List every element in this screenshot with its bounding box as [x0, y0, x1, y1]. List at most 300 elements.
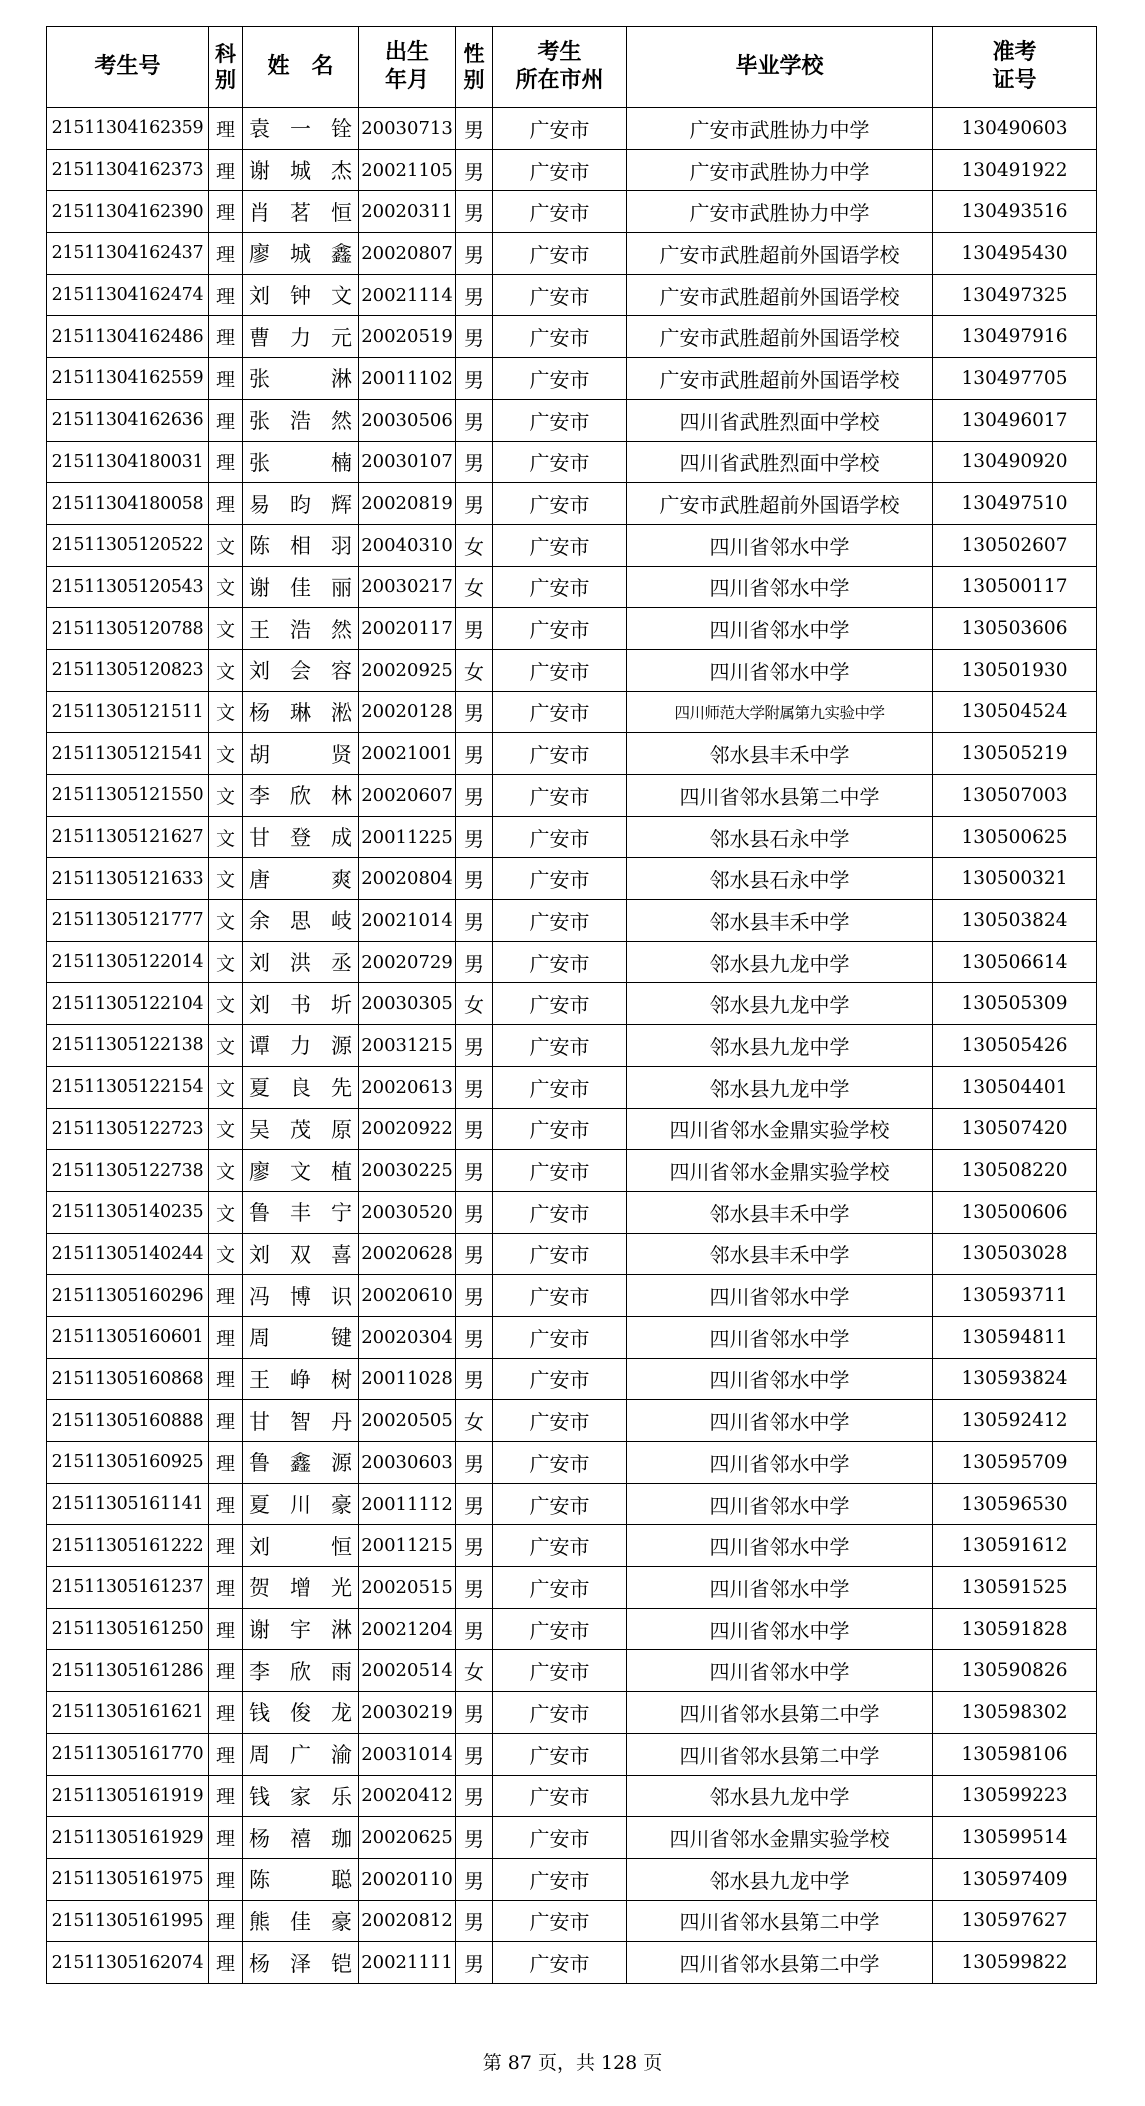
subject-cell: 文 [209, 524, 243, 566]
birth-cell: 20021111 [359, 1942, 456, 1984]
name-cell: 余思岐 [243, 900, 359, 942]
school-cell: 四川省邻水县第二中学 [627, 1733, 933, 1775]
exam-number-cell: 130599223 [933, 1775, 1097, 1817]
sex-cell: 男 [456, 1733, 493, 1775]
city-cell: 广安市 [493, 441, 627, 483]
table-row [47, 233, 1097, 275]
table-row [47, 1858, 1097, 1900]
subject-cell: 理 [209, 191, 243, 233]
exam-id-cell: 21511305140235 [47, 1191, 209, 1233]
table-row [47, 483, 1097, 525]
sex-cell: 男 [456, 483, 493, 525]
exam-id-cell: 21511305161222 [47, 1525, 209, 1567]
exam-id-cell: 21511305161141 [47, 1483, 209, 1525]
subject-cell: 文 [209, 608, 243, 650]
table-row [47, 1442, 1097, 1484]
exam-id-cell: 21511305120788 [47, 608, 209, 650]
school-cell: 四川省邻水中学 [627, 1608, 933, 1650]
exam-id-cell: 21511305120543 [47, 566, 209, 608]
birth-cell: 20020515 [359, 1567, 456, 1609]
exam-id-cell: 21511304162559 [47, 358, 209, 400]
birth-cell: 20030603 [359, 1442, 456, 1484]
city-cell: 广安市 [493, 1483, 627, 1525]
subject-cell: 文 [209, 566, 243, 608]
name-cell: 鲁鑫源 [243, 1442, 359, 1484]
table-row [47, 608, 1097, 650]
city-cell: 广安市 [493, 1233, 627, 1275]
exam-number-cell: 130593711 [933, 1275, 1097, 1317]
table-row [47, 1608, 1097, 1650]
sex-cell: 男 [456, 1108, 493, 1150]
birth-cell: 20030107 [359, 441, 456, 483]
subject-cell: 理 [209, 1275, 243, 1317]
exam-number-cell: 130497325 [933, 274, 1097, 316]
birth-cell: 20020625 [359, 1817, 456, 1859]
exam-number-cell: 130503028 [933, 1233, 1097, 1275]
exam-number-cell: 130505426 [933, 1025, 1097, 1067]
school-cell: 邻水县九龙中学 [627, 941, 933, 983]
school-cell: 邻水县丰禾中学 [627, 1233, 933, 1275]
name-cell: 刘恒 [243, 1525, 359, 1567]
name-cell: 王峥树 [243, 1358, 359, 1400]
school-cell: 四川省邻水中学 [627, 1650, 933, 1692]
name-cell: 刘钟文 [243, 274, 359, 316]
name-cell: 吴茂原 [243, 1108, 359, 1150]
subject-cell: 文 [209, 858, 243, 900]
page-footer: 第 87 页，共 128 页 [482, 2052, 663, 2074]
name-cell: 张浩然 [243, 399, 359, 441]
exam-id-cell: 21511304162437 [47, 233, 209, 275]
city-cell: 广安市 [493, 816, 627, 858]
sex-cell: 男 [456, 1608, 493, 1650]
name-cell: 甘智丹 [243, 1400, 359, 1442]
table-row [47, 858, 1097, 900]
subject-cell: 文 [209, 775, 243, 817]
exam-number-cell: 130497705 [933, 358, 1097, 400]
header-birth: 出生 年月 [359, 27, 456, 108]
city-cell: 广安市 [493, 691, 627, 733]
name-cell: 易昀辉 [243, 483, 359, 525]
sex-cell: 男 [456, 1525, 493, 1567]
city-cell: 广安市 [493, 358, 627, 400]
table-row [47, 1942, 1097, 1984]
subject-cell: 理 [209, 1442, 243, 1484]
city-cell: 广安市 [493, 191, 627, 233]
sex-cell: 男 [456, 900, 493, 942]
exam-number-cell: 130500321 [933, 858, 1097, 900]
exam-id-cell: 21511305160888 [47, 1400, 209, 1442]
school-cell: 广安市武胜协力中学 [627, 149, 933, 191]
subject-cell: 理 [209, 1858, 243, 1900]
birth-cell: 20030217 [359, 566, 456, 608]
city-cell: 广安市 [493, 1858, 627, 1900]
exam-id-cell: 21511305122138 [47, 1025, 209, 1067]
header-name: 姓 名 [243, 27, 359, 108]
city-cell: 广安市 [493, 608, 627, 650]
subject-cell: 理 [209, 1817, 243, 1859]
school-cell: 四川省邻水中学 [627, 649, 933, 691]
sex-cell: 男 [456, 608, 493, 650]
exam-id-cell: 21511305161929 [47, 1817, 209, 1859]
birth-cell: 20020311 [359, 191, 456, 233]
exam-id-cell: 21511305161250 [47, 1608, 209, 1650]
school-cell: 邻水县丰禾中学 [627, 733, 933, 775]
city-cell: 广安市 [493, 1608, 627, 1650]
birth-cell: 20020819 [359, 483, 456, 525]
birth-cell: 20021001 [359, 733, 456, 775]
table-row [47, 1733, 1097, 1775]
table-row [47, 1692, 1097, 1734]
name-cell: 廖城鑫 [243, 233, 359, 275]
birth-cell: 20011102 [359, 358, 456, 400]
exam-id-cell: 21511305122738 [47, 1150, 209, 1192]
subject-cell: 理 [209, 316, 243, 358]
exam-number-cell: 130593824 [933, 1358, 1097, 1400]
exam-number-cell: 130503824 [933, 900, 1097, 942]
exam-id-cell: 21511305161975 [47, 1858, 209, 1900]
name-cell: 钱俊龙 [243, 1692, 359, 1734]
sex-cell: 男 [456, 816, 493, 858]
exam-id-cell: 21511305140244 [47, 1233, 209, 1275]
sex-cell: 男 [456, 1275, 493, 1317]
sex-cell: 男 [456, 1775, 493, 1817]
school-cell: 四川省邻水金鼎实验学校 [627, 1108, 933, 1150]
table-row [47, 1066, 1097, 1108]
exam-number-cell: 130501930 [933, 649, 1097, 691]
table-row [47, 1275, 1097, 1317]
table-row [47, 1483, 1097, 1525]
sex-cell: 女 [456, 566, 493, 608]
city-cell: 广安市 [493, 1775, 627, 1817]
school-cell: 邻水县石永中学 [627, 858, 933, 900]
exam-number-cell: 130598106 [933, 1733, 1097, 1775]
school-cell: 四川省邻水中学 [627, 524, 933, 566]
sex-cell: 男 [456, 149, 493, 191]
subject-cell: 理 [209, 358, 243, 400]
table-row [47, 149, 1097, 191]
sex-cell: 男 [456, 1817, 493, 1859]
birth-cell: 20020922 [359, 1108, 456, 1150]
exam-number-cell: 130497510 [933, 483, 1097, 525]
subject-cell: 文 [209, 1233, 243, 1275]
sex-cell: 男 [456, 274, 493, 316]
table-row [47, 108, 1097, 150]
birth-cell: 20040310 [359, 524, 456, 566]
sex-cell: 男 [456, 191, 493, 233]
sex-cell: 男 [456, 1442, 493, 1484]
subject-cell: 文 [209, 649, 243, 691]
sex-cell: 男 [456, 1900, 493, 1942]
city-cell: 广安市 [493, 1525, 627, 1567]
name-cell: 杨琳淞 [243, 691, 359, 733]
subject-cell: 理 [209, 441, 243, 483]
header-school: 毕业学校 [627, 27, 933, 108]
table-row [47, 1650, 1097, 1692]
city-cell: 广安市 [493, 1400, 627, 1442]
header-subject: 科 别 [209, 27, 243, 108]
city-cell: 广安市 [493, 649, 627, 691]
city-cell: 广安市 [493, 1692, 627, 1734]
exam-number-cell: 130599822 [933, 1942, 1097, 1984]
school-cell: 四川省邻水县第二中学 [627, 1942, 933, 1984]
exam-id-cell: 21511305121511 [47, 691, 209, 733]
school-cell: 邻水县九龙中学 [627, 983, 933, 1025]
subject-cell: 文 [209, 900, 243, 942]
school-cell: 邻水县九龙中学 [627, 1775, 933, 1817]
city-cell: 广安市 [493, 1942, 627, 1984]
header-city: 考生 所在市州 [493, 27, 627, 108]
exam-number-cell: 130500625 [933, 816, 1097, 858]
school-cell: 四川省邻水中学 [627, 566, 933, 608]
school-cell: 四川省邻水中学 [627, 608, 933, 650]
city-cell: 广安市 [493, 566, 627, 608]
exam-number-cell: 130598302 [933, 1692, 1097, 1734]
sex-cell: 女 [456, 1650, 493, 1692]
exam-id-cell: 21511305120522 [47, 524, 209, 566]
subject-cell: 理 [209, 1400, 243, 1442]
table-body [47, 108, 1097, 1984]
city-cell: 广安市 [493, 399, 627, 441]
sex-cell: 男 [456, 1692, 493, 1734]
school-cell: 四川省邻水金鼎实验学校 [627, 1150, 933, 1192]
exam-id-cell: 21511304180058 [47, 483, 209, 525]
birth-cell: 20011215 [359, 1525, 456, 1567]
city-cell: 广安市 [493, 775, 627, 817]
sex-cell: 男 [456, 858, 493, 900]
exam-number-cell: 130507420 [933, 1108, 1097, 1150]
school-cell: 广安市武胜超前外国语学校 [627, 483, 933, 525]
birth-cell: 20020607 [359, 775, 456, 817]
sex-cell: 男 [456, 1191, 493, 1233]
exam-number-cell: 130597409 [933, 1858, 1097, 1900]
name-cell: 钱家乐 [243, 1775, 359, 1817]
table-row [47, 1191, 1097, 1233]
school-cell: 邻水县九龙中学 [627, 1858, 933, 1900]
sex-cell: 男 [456, 1483, 493, 1525]
subject-cell: 文 [209, 1191, 243, 1233]
sex-cell: 男 [456, 1316, 493, 1358]
school-cell: 四川省邻水金鼎实验学校 [627, 1817, 933, 1859]
exam-id-cell: 21511304180031 [47, 441, 209, 483]
school-cell: 广安市武胜超前外国语学校 [627, 358, 933, 400]
name-cell: 李欣林 [243, 775, 359, 817]
name-cell: 杨禧珈 [243, 1817, 359, 1859]
exam-number-cell: 130500606 [933, 1191, 1097, 1233]
city-cell: 广安市 [493, 941, 627, 983]
birth-cell: 20020304 [359, 1316, 456, 1358]
birth-cell: 20020628 [359, 1233, 456, 1275]
table-row [47, 816, 1097, 858]
school-cell: 四川省武胜烈面中学校 [627, 441, 933, 483]
table-row [47, 1150, 1097, 1192]
table-row [47, 1817, 1097, 1859]
city-cell: 广安市 [493, 983, 627, 1025]
exam-number-cell: 130591828 [933, 1608, 1097, 1650]
subject-cell: 理 [209, 1358, 243, 1400]
subject-cell: 理 [209, 1733, 243, 1775]
subject-cell: 文 [209, 1150, 243, 1192]
exam-id-cell: 21511305122014 [47, 941, 209, 983]
exam-id-cell: 21511305160868 [47, 1358, 209, 1400]
table-row [47, 775, 1097, 817]
exam-id-cell: 21511305121627 [47, 816, 209, 858]
subject-cell: 理 [209, 399, 243, 441]
school-cell: 邻水县石永中学 [627, 816, 933, 858]
city-cell: 广安市 [493, 524, 627, 566]
school-cell: 邻水县丰禾中学 [627, 900, 933, 942]
birth-cell: 20030305 [359, 983, 456, 1025]
birth-cell: 20020729 [359, 941, 456, 983]
exam-number-cell: 130594811 [933, 1316, 1097, 1358]
name-cell: 夏川豪 [243, 1483, 359, 1525]
exam-id-cell: 21511305161919 [47, 1775, 209, 1817]
sex-cell: 男 [456, 399, 493, 441]
exam-id-cell: 21511305121541 [47, 733, 209, 775]
exam-number-cell: 130595709 [933, 1442, 1097, 1484]
birth-cell: 20021114 [359, 274, 456, 316]
exam-number-cell: 130490920 [933, 441, 1097, 483]
header-sex: 性 别 [456, 27, 493, 108]
table-row [47, 1108, 1097, 1150]
subject-cell: 理 [209, 149, 243, 191]
subject-cell: 文 [209, 691, 243, 733]
birth-cell: 20030713 [359, 108, 456, 150]
table-row [47, 441, 1097, 483]
city-cell: 广安市 [493, 1108, 627, 1150]
exam-id-cell: 21511305121550 [47, 775, 209, 817]
exam-id-cell: 21511305161770 [47, 1733, 209, 1775]
school-cell: 广安市武胜协力中学 [627, 108, 933, 150]
birth-cell: 20020110 [359, 1858, 456, 1900]
birth-cell: 20020514 [359, 1650, 456, 1692]
sex-cell: 女 [456, 649, 493, 691]
exam-id-cell: 21511305160296 [47, 1275, 209, 1317]
sex-cell: 男 [456, 441, 493, 483]
name-cell: 刘洪丞 [243, 941, 359, 983]
table-row [47, 691, 1097, 733]
birth-cell: 20020613 [359, 1066, 456, 1108]
name-cell: 杨泽铠 [243, 1942, 359, 1984]
school-cell: 邻水县九龙中学 [627, 1025, 933, 1067]
city-cell: 广安市 [493, 1358, 627, 1400]
name-cell: 陈相羽 [243, 524, 359, 566]
exam-id-cell: 21511305122154 [47, 1066, 209, 1108]
sex-cell: 男 [456, 775, 493, 817]
exam-number-cell: 130500117 [933, 566, 1097, 608]
city-cell: 广安市 [493, 1650, 627, 1692]
city-cell: 广安市 [493, 233, 627, 275]
exam-number-cell: 130504524 [933, 691, 1097, 733]
birth-cell: 20021105 [359, 149, 456, 191]
name-cell: 陈聪 [243, 1858, 359, 1900]
name-cell: 谢宇淋 [243, 1608, 359, 1650]
birth-cell: 20030225 [359, 1150, 456, 1192]
name-cell: 袁一铨 [243, 108, 359, 150]
city-cell: 广安市 [493, 1817, 627, 1859]
city-cell: 广安市 [493, 1442, 627, 1484]
subject-cell: 文 [209, 1066, 243, 1108]
city-cell: 广安市 [493, 1733, 627, 1775]
school-cell: 四川省邻水县第二中学 [627, 775, 933, 817]
subject-cell: 理 [209, 1525, 243, 1567]
school-cell: 四川师范大学附属第九实验中学 [627, 691, 933, 733]
city-cell: 广安市 [493, 1191, 627, 1233]
name-cell: 刘书圻 [243, 983, 359, 1025]
birth-cell: 20020610 [359, 1275, 456, 1317]
exam-number-cell: 130599514 [933, 1817, 1097, 1859]
sex-cell: 男 [456, 1233, 493, 1275]
exam-id-cell: 21511304162373 [47, 149, 209, 191]
table-row [47, 1233, 1097, 1275]
sex-cell: 男 [456, 233, 493, 275]
table-row [47, 1525, 1097, 1567]
city-cell: 广安市 [493, 1900, 627, 1942]
header-exam-number: 准考 证号 [933, 27, 1097, 108]
subject-cell: 文 [209, 983, 243, 1025]
exam-id-cell: 21511305160601 [47, 1316, 209, 1358]
name-cell: 肖茗恒 [243, 191, 359, 233]
birth-cell: 20020505 [359, 1400, 456, 1442]
city-cell: 广安市 [493, 316, 627, 358]
exam-number-cell: 130590826 [933, 1650, 1097, 1692]
table-row [47, 900, 1097, 942]
birth-cell: 20030506 [359, 399, 456, 441]
exam-id-cell: 21511305161995 [47, 1900, 209, 1942]
exam-id-cell: 21511305161286 [47, 1650, 209, 1692]
name-cell: 曹力元 [243, 316, 359, 358]
subject-cell: 文 [209, 733, 243, 775]
birth-cell: 20011112 [359, 1483, 456, 1525]
exam-number-cell: 130506614 [933, 941, 1097, 983]
school-cell: 邻水县丰禾中学 [627, 1191, 933, 1233]
subject-cell: 文 [209, 1108, 243, 1150]
name-cell: 谢城杰 [243, 149, 359, 191]
school-cell: 四川省邻水中学 [627, 1525, 933, 1567]
exam-id-cell: 21511304162359 [47, 108, 209, 150]
school-cell: 四川省邻水中学 [627, 1358, 933, 1400]
exam-number-cell: 130496017 [933, 399, 1097, 441]
subject-cell: 理 [209, 1608, 243, 1650]
name-cell: 夏良先 [243, 1066, 359, 1108]
birth-cell: 20020117 [359, 608, 456, 650]
subject-cell: 理 [209, 1316, 243, 1358]
subject-cell: 理 [209, 274, 243, 316]
exam-number-cell: 130505219 [933, 733, 1097, 775]
subject-cell: 文 [209, 1025, 243, 1067]
exam-id-cell: 21511305161621 [47, 1692, 209, 1734]
subject-cell: 理 [209, 108, 243, 150]
table-header-row [47, 27, 1097, 108]
name-cell: 刘双喜 [243, 1233, 359, 1275]
exam-number-cell: 130493516 [933, 191, 1097, 233]
subject-cell: 理 [209, 1650, 243, 1692]
sex-cell: 男 [456, 1150, 493, 1192]
sex-cell: 男 [456, 1025, 493, 1067]
table-row [47, 274, 1097, 316]
exam-number-cell: 130504401 [933, 1066, 1097, 1108]
name-cell: 周广渝 [243, 1733, 359, 1775]
birth-cell: 20020128 [359, 691, 456, 733]
city-cell: 广安市 [493, 108, 627, 150]
subject-cell: 文 [209, 941, 243, 983]
city-cell: 广安市 [493, 733, 627, 775]
exam-id-cell: 21511305120823 [47, 649, 209, 691]
city-cell: 广安市 [493, 1025, 627, 1067]
sex-cell: 男 [456, 1858, 493, 1900]
school-cell: 邻水县九龙中学 [627, 1066, 933, 1108]
exam-number-cell: 130502607 [933, 524, 1097, 566]
name-cell: 贺增光 [243, 1567, 359, 1609]
